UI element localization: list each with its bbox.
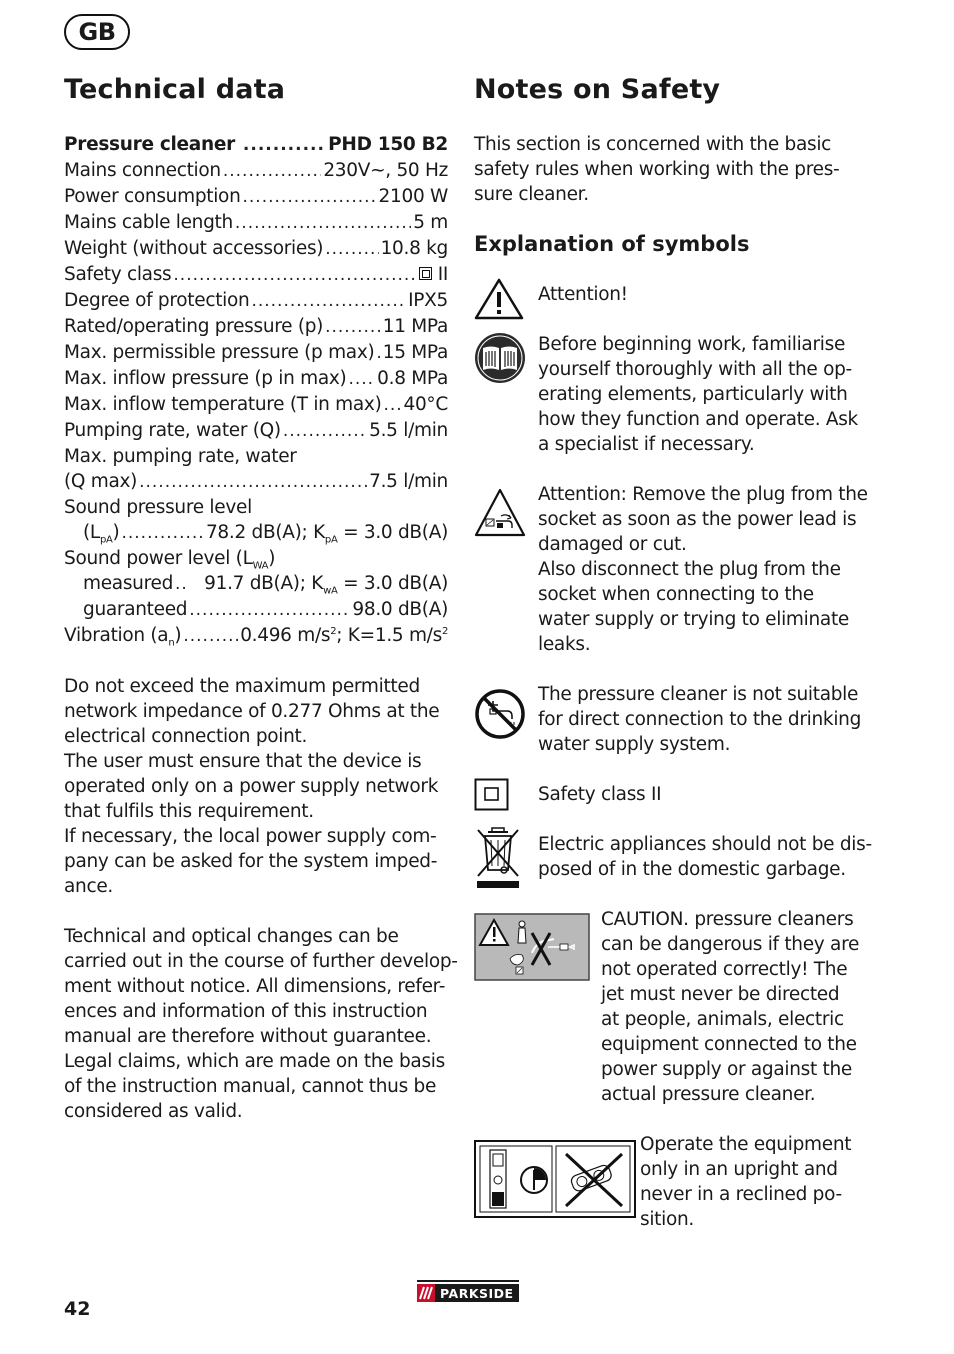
spec-row	[64, 288, 448, 314]
spec-value: 40°C	[403, 394, 448, 415]
text-line: operated only on a power supply network	[64, 776, 439, 797]
spec-row	[64, 418, 448, 444]
safety-class-box-icon	[419, 267, 432, 280]
text-line: Legal claims, which are made on the basis	[64, 1051, 445, 1072]
symbol-description: Operate the equipment only in an upright and never in a reclined po- sition.	[640, 1134, 852, 1230]
spec-row	[64, 236, 448, 262]
spec-row-product	[64, 132, 448, 158]
spec-label: $(L_{pA})$	[83, 522, 120, 546]
leader-dots	[235, 211, 411, 236]
spec-value: 0.8 MPa	[377, 368, 448, 389]
leader-dots	[251, 289, 406, 314]
text-line: ment without notice. All dimensions, refer-	[64, 976, 446, 997]
spec-value: II	[437, 264, 448, 285]
brand-rule	[417, 1280, 519, 1282]
impedance-paragraph	[64, 674, 448, 899]
text-line: electrical connection point.	[64, 726, 308, 747]
upright-operation-icon	[474, 1140, 636, 1222]
spec-label: Vibration $(a_n)$	[64, 625, 182, 649]
brand-stripes-icon	[417, 1284, 435, 1302]
text-line: manual are therefore without guarantee.	[64, 1026, 432, 1047]
leader-dots	[183, 624, 238, 649]
text-line: This section is concerned with the basic	[474, 134, 832, 155]
leader-dots	[376, 341, 380, 366]
symbol-description: Before beginning work, familiarise yourself thoroughly with all the op- erating elements, particularly with how they function and operate. Ask a specialist if necessary.	[538, 334, 858, 455]
spec-row	[64, 184, 448, 210]
spec-value: 10.8 kg	[380, 238, 448, 259]
spec-row	[64, 597, 448, 623]
spec-row	[64, 571, 448, 597]
text-line: Do not exceed the maximum permitted	[64, 676, 420, 697]
text-line: If necessary, the local power supply com-	[64, 826, 437, 847]
read-manual-icon	[474, 332, 526, 388]
spec-row	[64, 623, 448, 649]
spec-label: Mains cable length	[64, 212, 233, 233]
caution-jet-icon	[474, 913, 590, 985]
spec-row	[64, 520, 448, 546]
technical-data-section	[64, 132, 458, 1124]
spec-value: 7.5 l/min	[369, 471, 448, 492]
spec-value: 78.2 dB(A); $K_{pA} = 3.0$ dB(A)	[205, 522, 448, 546]
spec-value: 91.7 dB(A); $K_{wA} = 3.0$ dB(A)	[204, 573, 448, 597]
leader-dots	[139, 470, 367, 495]
parkside-logo	[417, 1284, 519, 1302]
max-pumping-label: Max. pumping rate, water	[64, 446, 297, 467]
spec-value: 5.5 l/min	[369, 420, 448, 441]
leader-dots	[173, 263, 416, 288]
leader-dots	[223, 159, 322, 184]
text-line: of the instruction manual, cannot thus be	[64, 1076, 437, 1097]
spec-row	[64, 314, 448, 340]
spec-value: 230V~, 50 Hz	[323, 160, 448, 181]
unplug-warning-icon	[474, 488, 526, 542]
spec-label: Safety class	[64, 264, 172, 285]
spec-row	[64, 392, 448, 418]
page-number: 42	[64, 1298, 91, 1320]
symbols-heading: Explanation of symbols	[474, 232, 750, 256]
weee-bin-icon	[474, 826, 522, 896]
spec-row	[64, 469, 448, 495]
spec-label: Weight (without accessories)	[64, 238, 324, 259]
spec-value: IPX5	[408, 290, 448, 311]
spec-value: 15 MPa	[382, 342, 448, 363]
safety-class-ii-icon	[474, 778, 510, 816]
spec-row	[64, 340, 448, 366]
changes-disclaimer-paragraph	[64, 924, 458, 1124]
text-line: network impedance of 0.277 Ohms at the	[64, 701, 440, 722]
leader-dots	[283, 419, 367, 444]
leader-dots	[189, 598, 350, 623]
leader-dots	[325, 315, 381, 340]
warning-triangle-icon	[474, 278, 524, 324]
text-line: Technical and optical changes can be	[64, 926, 399, 947]
leader-dots	[121, 521, 204, 546]
spec-value: PHD 150 B2	[328, 134, 448, 155]
spec-label: Pressure cleaner	[64, 134, 235, 155]
symbol-description: The pressure cleaner is not suitable for direct connection to the drinking water supply system.	[538, 684, 862, 755]
spec-value: 11 MPa	[382, 316, 448, 337]
spec-value: 98.0 dB(A)	[352, 599, 448, 620]
symbol-description: Safety class II	[538, 784, 662, 805]
no-drinking-water-connection-icon	[474, 688, 526, 744]
text-line: ences and information of this instruction	[64, 1001, 428, 1022]
text-line: that fulfils this requirement.	[64, 801, 314, 822]
spec-value: 2100 W	[378, 186, 448, 207]
spec-label: (Q max)	[64, 471, 138, 492]
spec-label: Pumping rate, water (Q)	[64, 420, 281, 441]
spec-row	[64, 366, 448, 392]
spec-value: 0.496 $m/s^2$; K=1.5 $m/s^2$	[240, 625, 448, 646]
text-line: considered as valid.	[64, 1101, 243, 1122]
text-line: ance.	[64, 876, 113, 897]
leader-dots	[175, 572, 189, 597]
text-line: carried out in the course of further develop-	[64, 951, 458, 972]
safety-intro	[474, 132, 874, 257]
sound-power-label: Sound power level $(L_{WA})$	[64, 548, 276, 572]
spec-row	[64, 210, 448, 236]
technical-data-title: Technical data	[64, 74, 286, 105]
text-line: The user must ensure that the device is	[64, 751, 422, 772]
symbol-description: CAUTION. pressure cleaners can be dangerous if they are not operated correctly! The jet must never be directed at people, animals, electric equipment connected to the power supply or against the actual pressure cleaner.	[601, 909, 860, 1105]
spec-label: Max. inflow pressure (p in max)	[64, 368, 347, 389]
spec-label: Degree of protection	[64, 290, 250, 311]
leader-dots	[348, 367, 375, 392]
leader-dots	[325, 237, 378, 262]
leader-dots	[243, 185, 377, 210]
spec-label: Rated/operating pressure (p)	[64, 316, 324, 337]
leader-dots	[243, 133, 326, 158]
text-line: pany can be asked for the system imped-	[64, 851, 438, 872]
spec-label: Max. permissible pressure (p max)	[64, 342, 375, 363]
brand-name: PARKSIDE	[440, 1285, 514, 1301]
symbol-description: Attention: Remove the plug from the socket as soon as the power lead is damaged or cut. Also disconnect the plug from the socket when connecting to the water supply or trying to eliminate leaks.	[538, 484, 868, 655]
spec-label: Power consumption	[64, 186, 241, 207]
leader-dots	[384, 393, 402, 418]
symbol-description: Electric appliances should not be dis- posed of in the domestic garbage.	[538, 834, 872, 880]
symbol-description: Attention!	[538, 284, 628, 305]
language-badge: GB	[64, 14, 130, 50]
text-line: sure cleaner.	[474, 184, 589, 205]
notes-on-safety-title: Notes on Safety	[474, 74, 721, 105]
spec-label: Mains connection	[64, 160, 221, 181]
text-line: safety rules when working with the pres-	[474, 159, 840, 180]
spec-label: measured	[83, 573, 174, 594]
spec-label: guaranteed	[83, 599, 188, 620]
sound-pressure-label: Sound pressure level	[64, 497, 252, 518]
spec-label: Max. inflow temperature (T in max)	[64, 394, 382, 415]
spec-value: 5 m	[413, 212, 448, 233]
spec-row	[64, 158, 448, 184]
spec-row	[64, 262, 448, 288]
